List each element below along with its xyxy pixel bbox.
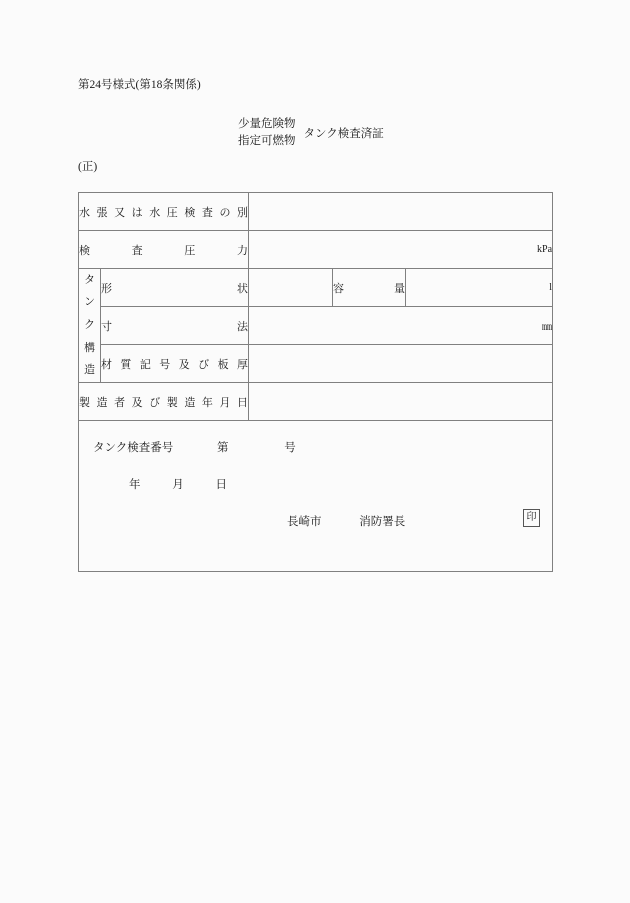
table-row xyxy=(79,193,553,231)
footer-block xyxy=(79,421,553,572)
inspection-number-suffix: 号 xyxy=(284,442,296,454)
footer-inner xyxy=(79,421,552,571)
row-value-manufacturer[interactable] xyxy=(249,383,553,421)
group-label-char-5: 造 xyxy=(84,364,95,377)
row-label-shape: 形状 xyxy=(101,269,249,307)
date-day-label: 日 xyxy=(215,479,227,491)
row-label-material-thickness: 材質記号及び板厚 xyxy=(101,345,249,383)
issuer-city: 長崎市 xyxy=(287,516,322,528)
table-row xyxy=(79,269,553,307)
date-month-label: 月 xyxy=(172,479,184,491)
date-year-label: 年 xyxy=(129,479,141,491)
table-row xyxy=(79,231,553,269)
title-stacked-line-1: 少量危険物 xyxy=(238,118,296,130)
group-label-char-4: 構 xyxy=(84,341,95,354)
group-label-tank-structure xyxy=(79,269,101,383)
group-label-char-3: ク xyxy=(84,319,95,331)
table-row-footer xyxy=(79,421,553,572)
seal-stamp-icon: 印 xyxy=(523,509,540,527)
table-row xyxy=(79,307,553,345)
row-value-material-thickness[interactable] xyxy=(249,345,553,383)
title-stacked-line-2: 指定可燃物 xyxy=(238,134,296,147)
row-label-dimensions: 寸法 xyxy=(101,307,249,345)
group-label-char-1: タ xyxy=(84,273,95,286)
group-label-vertical-chars xyxy=(79,269,100,382)
document-title xyxy=(238,116,384,149)
row-label-test-pressure: 検査圧力 xyxy=(79,231,249,269)
row-unit-kpa[interactable]: kPa xyxy=(249,231,553,269)
title-stacked-prefix xyxy=(238,116,296,149)
row-label-manufacturer: 製造者及び製造年月日 xyxy=(79,383,249,421)
table-row xyxy=(79,383,553,421)
inspection-number-line xyxy=(93,439,296,455)
table-row xyxy=(79,345,553,383)
group-label-char-2: ン xyxy=(84,296,95,309)
issuer-line xyxy=(287,513,405,529)
inspection-number-prefix: 第 xyxy=(217,442,229,454)
tank-inspection-table xyxy=(78,192,553,572)
row-value-shape[interactable] xyxy=(249,269,333,307)
title-main-text: タンク検査済証 xyxy=(303,127,384,140)
row-unit-liter[interactable]: l xyxy=(406,269,553,307)
row-label-test-type: 水張又は水圧検査の別 xyxy=(79,193,249,231)
inspection-number-label: タンク検査番号 xyxy=(93,442,174,454)
form-number: 第24号様式(第18条関係) xyxy=(78,79,201,91)
row-unit-mm[interactable]: ㎜ xyxy=(249,307,553,345)
row-value-test-type[interactable] xyxy=(249,193,553,231)
copy-mark: (正) xyxy=(78,161,98,173)
row-label-capacity: 容量 xyxy=(333,269,406,307)
issuer-title: 消防署長 xyxy=(359,516,406,528)
issue-date-line xyxy=(129,476,227,492)
